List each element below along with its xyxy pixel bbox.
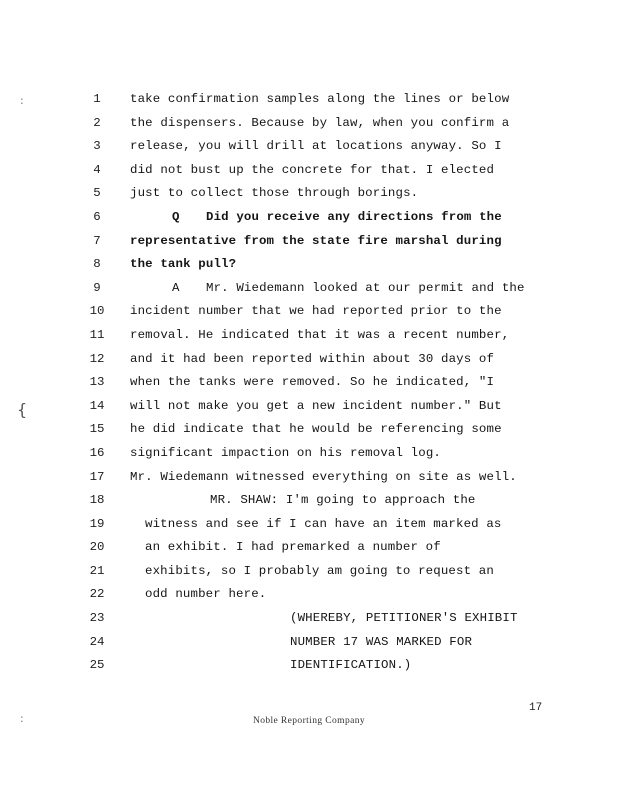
- colloquy-line: [0, 536, 618, 560]
- transcript-line: [0, 182, 618, 206]
- line-text: witness and see if I can have an item marked as: [145, 516, 502, 531]
- line-text: representative from the state fire marshal during: [130, 233, 502, 248]
- line-number: 6: [93, 209, 101, 224]
- margin-mark: :: [20, 94, 24, 107]
- transcript-line: [0, 135, 618, 159]
- transcript-body: [0, 88, 618, 678]
- colloquy-line: [0, 583, 618, 607]
- line-number: 22: [89, 587, 105, 602]
- line-number: 10: [89, 304, 105, 319]
- line-text: will not make you get a new incident number." But: [130, 398, 502, 413]
- colloquy-line: [0, 560, 618, 584]
- question-marker: Q: [172, 209, 180, 224]
- line-text: Mr. Wiedemann witnessed everything on site as well.: [130, 469, 517, 484]
- line-number: 14: [89, 398, 105, 413]
- footer-company: Noble Reporting Company: [252, 716, 366, 726]
- line-number: 25: [89, 658, 105, 673]
- line-number: 18: [89, 493, 105, 508]
- line-text: did not bust up the concrete for that. I elected: [130, 162, 495, 177]
- line-text: NUMBER 17 WAS MARKED FOR: [290, 634, 473, 649]
- page-number: 17: [529, 702, 543, 714]
- line-text: the dispensers. Because by law, when you confirm a: [130, 115, 510, 130]
- line-number: 17: [89, 469, 105, 484]
- transcript-line: [0, 88, 618, 112]
- transcript-line: [0, 395, 618, 419]
- line-number: 11: [89, 327, 105, 342]
- line-text: take confirmation samples along the lines or below: [130, 92, 510, 106]
- line-text: just to collect those through borings.: [130, 186, 419, 201]
- line-text: an exhibit. I had premarked a number of: [145, 540, 441, 555]
- line-text: significant impaction on his removal log.: [130, 445, 442, 460]
- line-number: 3: [93, 139, 101, 154]
- line-number: 9: [93, 280, 101, 295]
- line-number: 19: [89, 516, 105, 531]
- transcript-line: [0, 466, 618, 490]
- answer-marker: A: [172, 280, 180, 295]
- question-line: [0, 253, 618, 277]
- transcript-line: [0, 300, 618, 324]
- line-number: 12: [89, 351, 105, 366]
- answer-text-container: [172, 277, 525, 301]
- line-number: 13: [89, 375, 105, 390]
- line-text: he did indicate that he would be referencing some: [130, 422, 502, 437]
- parenthetical-line: [0, 654, 618, 678]
- answer-line: [0, 277, 618, 301]
- line-number: 24: [89, 634, 105, 649]
- line-text: the tank pull?: [130, 257, 237, 272]
- parenthetical-line: [0, 607, 618, 631]
- line-number: 1: [93, 92, 101, 106]
- transcript-line: [0, 348, 618, 372]
- line-text: when the tanks were removed. So he indicated, "I: [130, 375, 495, 390]
- line-text: and it had been reported within about 30 days of: [130, 351, 495, 366]
- line-text: Did you receive any directions from the: [206, 209, 502, 224]
- question-line: [0, 206, 618, 230]
- margin-bracket: {: [17, 400, 28, 419]
- line-number: 21: [89, 563, 105, 578]
- colloquy-line: [0, 513, 618, 537]
- transcript-line: [0, 371, 618, 395]
- line-text: (WHEREBY, PETITIONER'S EXHIBIT: [290, 611, 518, 626]
- line-text: removal. He indicated that it was a recent number,: [130, 327, 510, 342]
- line-number: 5: [93, 186, 101, 201]
- line-number: 23: [89, 611, 105, 626]
- line-number: 4: [93, 162, 101, 177]
- question-line: [0, 230, 618, 254]
- line-number: 16: [89, 445, 105, 460]
- line-number: 7: [93, 233, 101, 248]
- line-number: 8: [93, 257, 101, 272]
- line-text: incident number that we had reported prior to the: [130, 304, 502, 319]
- transcript-line: [0, 324, 618, 348]
- line-number: 15: [89, 422, 105, 437]
- line-text: IDENTIFICATION.): [290, 658, 412, 673]
- transcript-line: [0, 418, 618, 442]
- line-text: odd number here.: [145, 587, 267, 602]
- line-text: release, you will drill at locations anyway. So I: [130, 139, 502, 154]
- colloquy-line: [0, 489, 618, 513]
- transcript-line: [0, 442, 618, 466]
- parenthetical-line: [0, 631, 618, 655]
- line-number: 20: [89, 540, 105, 555]
- line-number: 2: [93, 115, 101, 130]
- question-text-container: [172, 206, 502, 230]
- margin-mark: :: [20, 712, 24, 725]
- line-text: exhibits, so I probably am going to request an: [145, 563, 494, 578]
- line-text: MR. SHAW: I'm going to approach the: [210, 493, 476, 508]
- transcript-line: [0, 112, 618, 136]
- line-text: Mr. Wiedemann looked at our permit and the: [206, 280, 525, 295]
- transcript-line: [0, 159, 618, 183]
